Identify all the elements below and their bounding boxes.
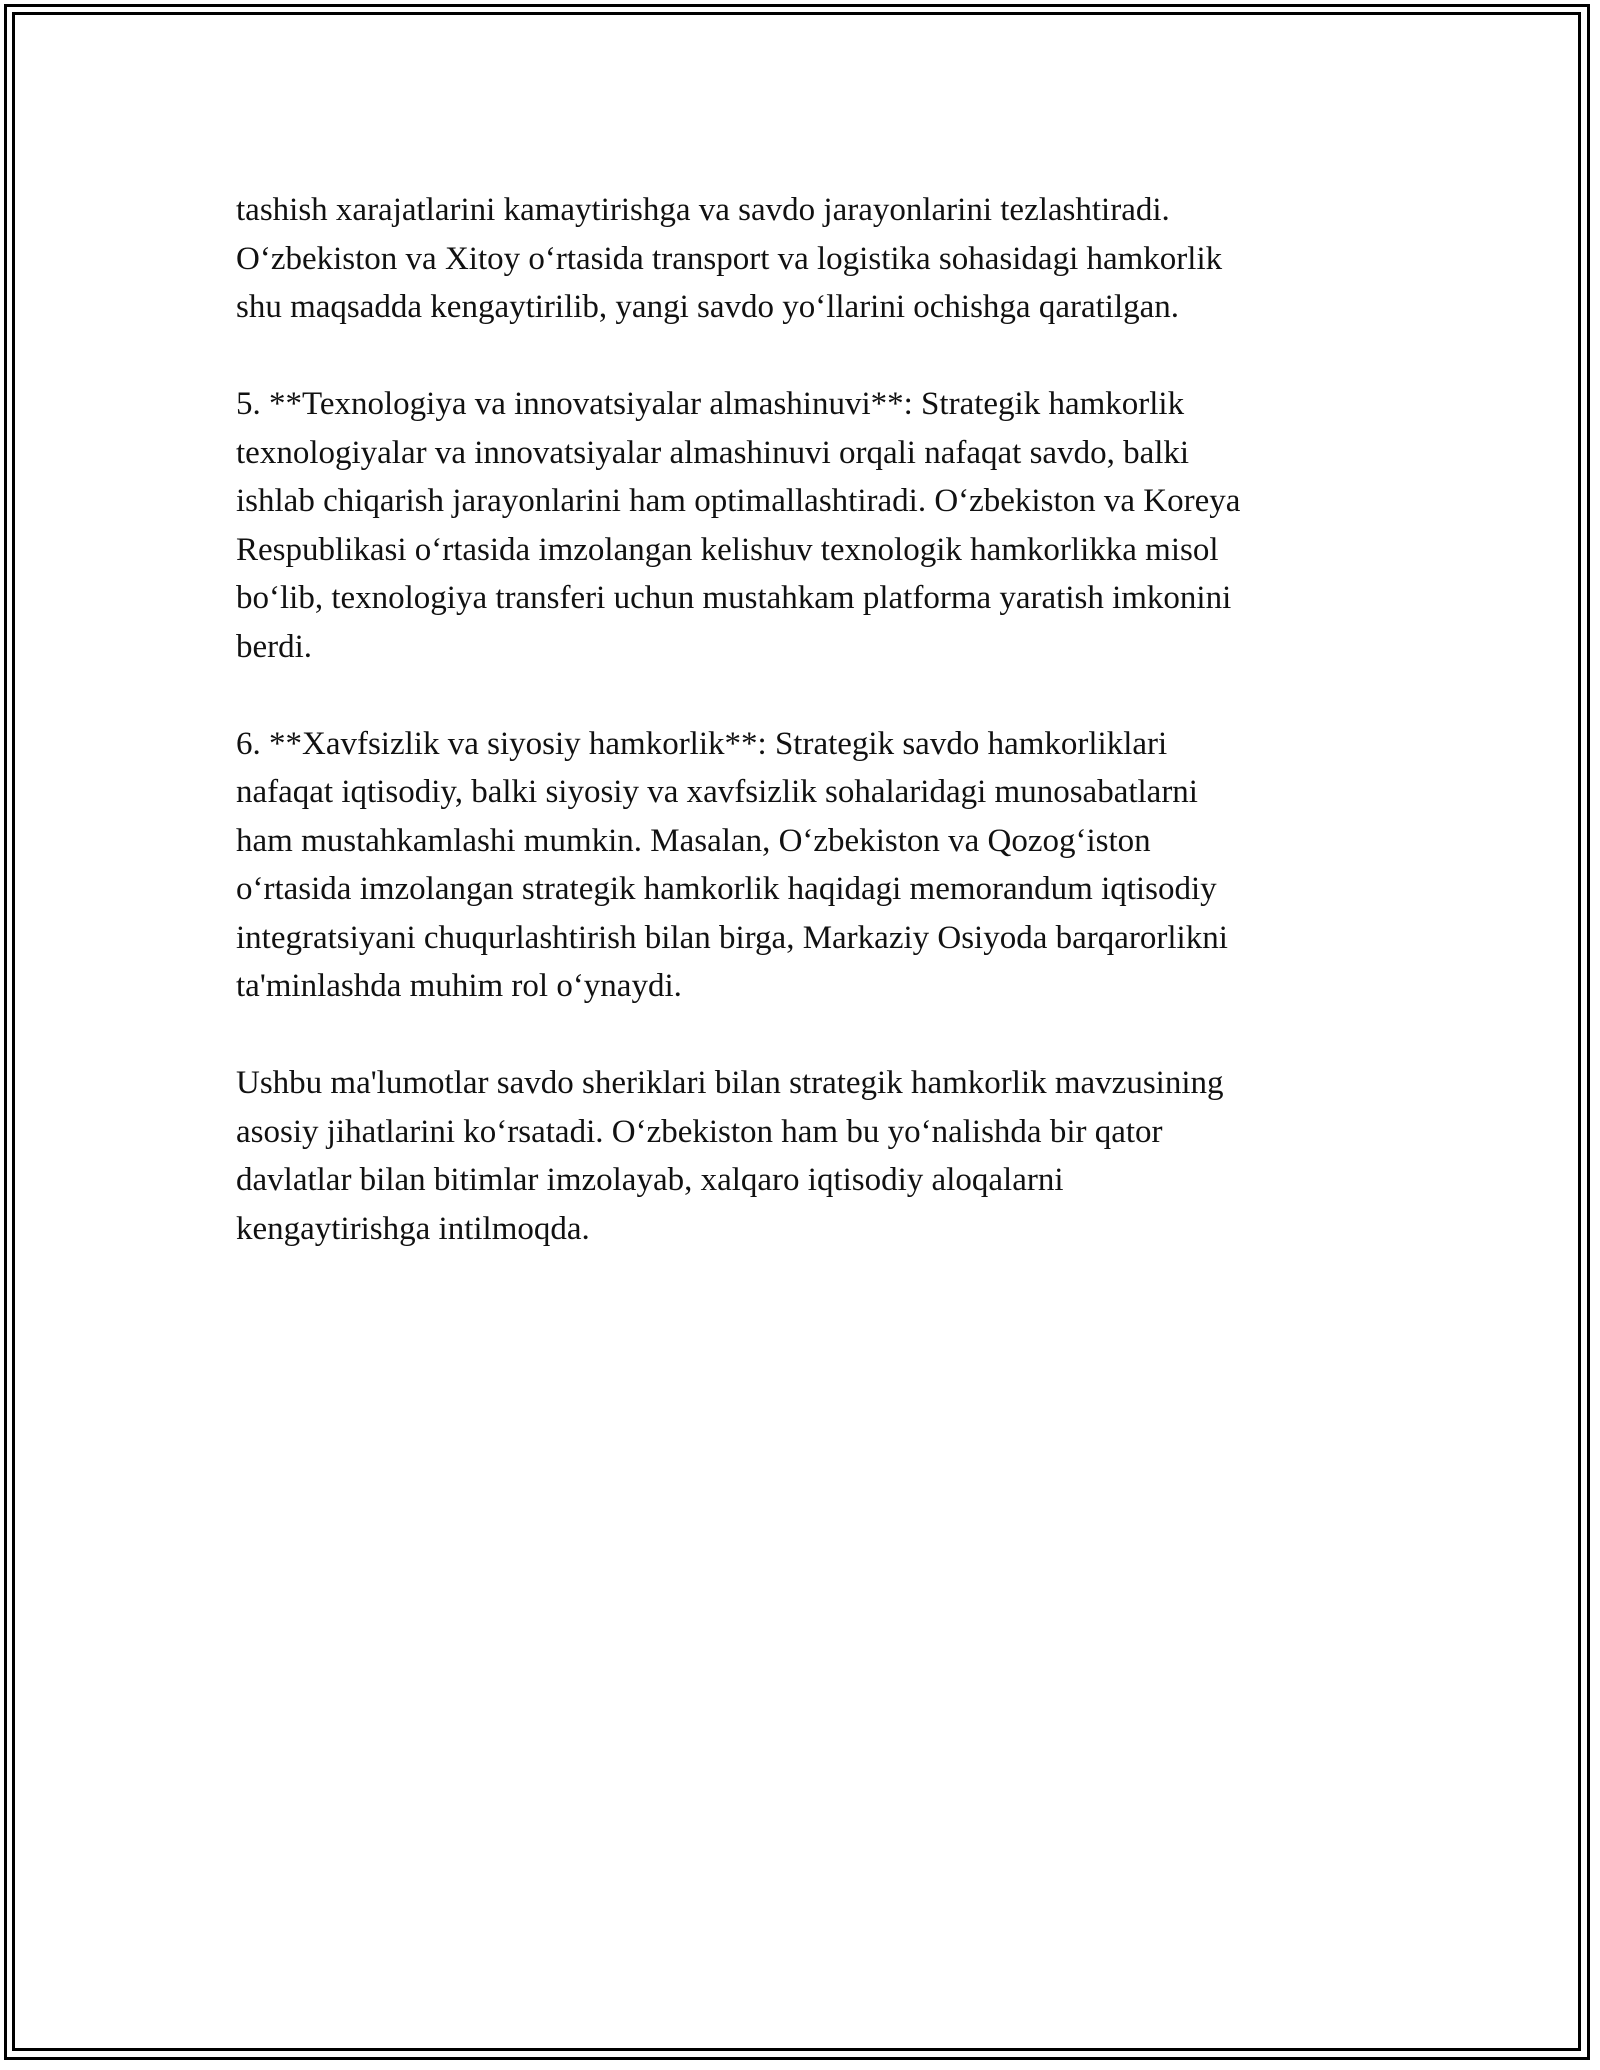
text-line: davlatlar bilan bitimlar imzolayab, xalqaro iqtisodiy aloqalarni (236, 1162, 1064, 1198)
paragraph-summary (236, 1059, 1416, 1253)
text-line: berdi. (236, 628, 313, 665)
text-line: kengaytirishga intilmoqda. (236, 1210, 590, 1247)
text-line: ham mustahkamlashi mumkin. Masalan, O‘zbekiston va Qozog‘iston (236, 822, 1151, 859)
text-line: tashish xarajatlarini kamaytirishga va savdo jarayonlarini tezlashtiradi. (236, 192, 1170, 228)
text-line: ishlab chiqarish jarayonlarini ham optimallashtiradi. O‘zbekiston va Koreya (236, 483, 1241, 519)
text-line: nafaqat iqtisodiy, balki siyosiy va xavfsizlik sohalaridagi munosabatlarni (236, 774, 1198, 810)
text-line: texnologiyalar va innovatsiyalar almashinuvi orqali nafaqat savdo, balki (236, 434, 1190, 471)
text-line: bo‘lib, texnologiya transferi uchun mustahkam platforma yaratish imkonini (236, 580, 1232, 616)
text-line: shu maqsadda kengaytirilib, yangi savdo yo‘llarini ochishga qaratilgan. (236, 289, 1180, 325)
paragraph-transport (236, 186, 1416, 332)
text-line: ta'minlashda muhim rol o‘ynaydi. (236, 968, 682, 1004)
text-line: 6. **Xavfsizlik va siyosiy hamkorlik**: Strategik savdo hamkorliklari (236, 725, 1168, 762)
text-line: 5. **Texnologiya va innovatsiyalar almashinuvi**: Strategik hamkorlik (236, 386, 1185, 422)
paragraph-technology (236, 380, 1416, 671)
text-line: asosiy jihatlarini ko‘rsatadi. O‘zbekiston ham bu yo‘nalishda bir qator (236, 1113, 1163, 1150)
text-line: Ushbu ma'lumotlar savdo sheriklari bilan strategik hamkorlik mavzusining (236, 1065, 1224, 1101)
paragraph-security (236, 720, 1416, 1011)
text-line: integratsiyani chuqurlashtirish bilan birga, Markaziy Osiyoda barqarorlikni (236, 919, 1228, 956)
text-line: o‘rtasida imzolangan strategik hamkorlik haqidagi memorandum iqtisodiy (236, 871, 1217, 907)
document-body (236, 186, 1416, 1302)
text-line: O‘zbekiston va Xitoy o‘rtasida transport va logistika sohasidagi hamkorlik (236, 240, 1223, 277)
text-line: Respublikasi o‘rtasida imzolangan kelishuv texnologik hamkorlikka misol (236, 531, 1219, 568)
